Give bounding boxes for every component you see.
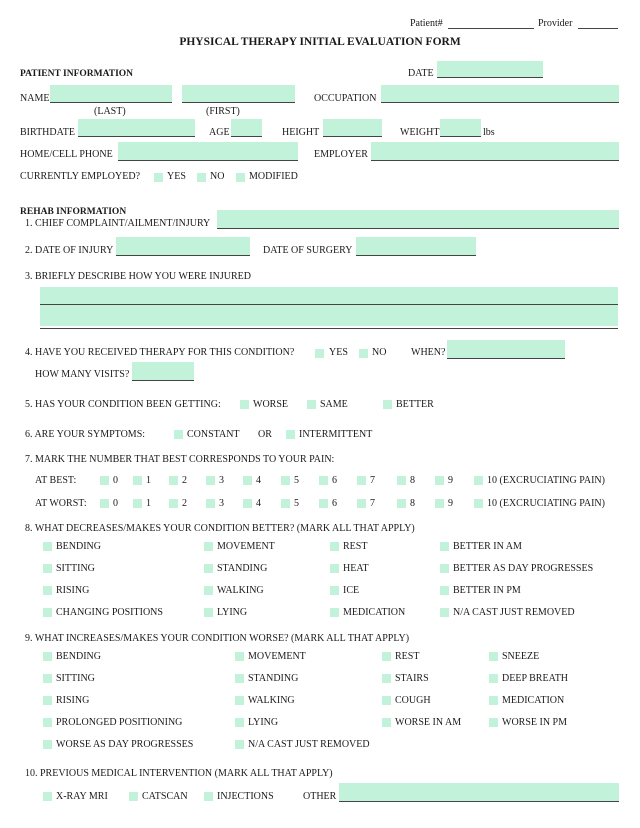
first-name-field[interactable] — [182, 85, 295, 103]
pain-worst-0-label: 0 — [113, 498, 118, 509]
employed-modified-checkbox[interactable] — [236, 173, 245, 182]
q8-option-11-label: BETTER IN PM — [453, 585, 521, 596]
q8-option-13-checkbox[interactable] — [204, 608, 213, 617]
pain-worst-label: AT WORST: — [35, 498, 87, 509]
employed-no-checkbox[interactable] — [197, 173, 206, 182]
pain-best-0-label: 0 — [113, 475, 118, 486]
condition-same-checkbox[interactable] — [307, 400, 316, 409]
q8-option-7-label: BETTER AS DAY PROGRESSES — [453, 563, 594, 574]
q9-option-1-label: MOVEMENT — [248, 651, 306, 662]
q8-option-5-checkbox[interactable] — [204, 564, 213, 573]
q8-option-6-label: HEAT — [343, 563, 369, 574]
phone-label: HOME/CELL PHONE — [20, 149, 113, 160]
first-caption: (FIRST) — [206, 106, 240, 117]
q8-option-14-checkbox[interactable] — [330, 608, 339, 617]
phone-field[interactable] — [118, 142, 298, 161]
symptoms-intermittent-checkbox[interactable] — [286, 430, 295, 439]
chief-complaint-field[interactable] — [217, 210, 619, 229]
q8-option-14-label: MEDICATION — [343, 607, 406, 618]
q2-surgery-label: DATE OF SURGERY — [263, 245, 353, 256]
pain-worst-5-label: 5 — [294, 498, 299, 509]
other-field[interactable] — [339, 783, 619, 802]
pain-worst-4-label: 4 — [256, 498, 261, 509]
when-label: WHEN? — [411, 347, 446, 358]
q8-option-10-checkbox[interactable] — [330, 586, 339, 595]
q9-option-0-label: BENDING — [56, 651, 101, 662]
q8-option-7-checkbox[interactable] — [440, 564, 449, 573]
last-caption: (LAST) — [94, 106, 126, 117]
q9-option-4-checkbox[interactable] — [43, 674, 52, 683]
pain-worst-8-label: 8 — [410, 498, 415, 509]
pain-worst-1-checkbox[interactable] — [133, 499, 142, 508]
q9-option-4-label: SITTING — [56, 673, 95, 684]
q8-option-15-checkbox[interactable] — [440, 608, 449, 617]
q9-option-16-label: WORSE AS DAY PROGRESSES — [56, 739, 194, 750]
age-field[interactable] — [231, 119, 262, 137]
pain-best-6-label: 6 — [332, 475, 337, 486]
therapy-yes-checkbox[interactable] — [315, 349, 324, 358]
when-field[interactable] — [447, 340, 565, 359]
q9-option-9-checkbox[interactable] — [235, 696, 244, 705]
date-of-surgery-field[interactable] — [356, 237, 476, 256]
q8-option-8-checkbox[interactable] — [43, 586, 52, 595]
pain-best-3-checkbox[interactable] — [206, 476, 215, 485]
condition-worse-label: WORSE — [253, 399, 288, 410]
provider-label: Provider — [538, 18, 573, 29]
q8-option-2-checkbox[interactable] — [330, 542, 339, 551]
pain-worst-3-label: 3 — [219, 498, 224, 509]
q9-option-2-label: REST — [395, 651, 420, 662]
therapy-no-label: NO — [372, 347, 387, 358]
pain-best-6-checkbox[interactable] — [319, 476, 328, 485]
q8-option-2-label: REST — [343, 541, 368, 552]
q3-label: 3. BRIEFLY DESCRIBE HOW YOU WERE INJURED — [25, 271, 251, 282]
pain-best-8-checkbox[interactable] — [397, 476, 406, 485]
lbs-label: lbs — [483, 127, 495, 138]
q9-option-11-label: MEDICATION — [502, 695, 565, 706]
q8-option-11-checkbox[interactable] — [440, 586, 449, 595]
pain-best-2-checkbox[interactable] — [169, 476, 178, 485]
q8-option-5-label: STANDING — [217, 563, 268, 574]
q9-option-8-label: RISING — [56, 695, 90, 706]
pain-best-1-checkbox[interactable] — [133, 476, 142, 485]
symptoms-intermittent-label: INTERMITTENT — [299, 429, 373, 440]
q8-label: 8. WHAT DECREASES/MAKES YOUR CONDITION BETTER? (MARK ALL THAT APPLY) — [25, 523, 415, 534]
weight-field[interactable] — [440, 119, 481, 137]
pain-best-1-label: 1 — [146, 475, 151, 486]
q10-option-2-label: INJECTIONS — [217, 791, 274, 802]
q8-option-6-checkbox[interactable] — [330, 564, 339, 573]
q9-option-15-label: WORSE IN PM — [502, 717, 568, 728]
pain-worst-1-label: 1 — [146, 498, 151, 509]
therapy-no-checkbox[interactable] — [359, 349, 368, 358]
q9-option-13-checkbox[interactable] — [235, 718, 244, 727]
q9-option-0-checkbox[interactable] — [43, 652, 52, 661]
occupation-label: OCCUPATION — [314, 93, 377, 104]
visits-label: HOW MANY VISITS? — [35, 369, 130, 380]
q9-option-3-checkbox[interactable] — [489, 652, 498, 661]
q9-option-10-label: COUGH — [395, 695, 431, 706]
q8-option-1-label: MOVEMENT — [217, 541, 275, 552]
q9-option-16-checkbox[interactable] — [43, 740, 52, 749]
height-label: HEIGHT — [282, 127, 320, 138]
birthdate-field[interactable] — [78, 119, 195, 137]
q8-option-12-checkbox[interactable] — [43, 608, 52, 617]
employed-yes-checkbox[interactable] — [154, 173, 163, 182]
rehab-heading: REHAB INFORMATION — [20, 207, 127, 217]
q10-option-1-label: CATSCAN — [142, 791, 188, 802]
other-label: OTHER — [303, 791, 337, 802]
q9-option-9-label: WALKING — [248, 695, 295, 706]
pain-best-3-label: 3 — [219, 475, 224, 486]
pain-best-4-checkbox[interactable] — [243, 476, 252, 485]
q10-option-0-label: X-RAY MRI — [56, 791, 108, 802]
q9-option-12-checkbox[interactable] — [43, 718, 52, 727]
q9-option-14-label: WORSE IN AM — [395, 717, 462, 728]
pain-best-9-label: 9 — [448, 475, 453, 486]
employed-modified-label: MODIFIED — [249, 171, 298, 182]
q9-option-3-label: SNEEZE — [502, 651, 540, 662]
q4-label: 4. HAVE YOU RECEIVED THERAPY FOR THIS CONDITION? — [25, 347, 295, 358]
q8-option-13-label: LYING — [217, 607, 248, 618]
q9-label: 9. WHAT INCREASES/MAKES YOUR CONDITION WORSE? (MARK ALL THAT APPLY) — [25, 633, 410, 644]
pain-worst-7-checkbox[interactable] — [357, 499, 366, 508]
description-line-1 — [40, 304, 618, 305]
pain-worst-9-label: 9 — [448, 498, 453, 509]
condition-better-label: BETTER — [396, 399, 434, 410]
q9-option-13-label: LYING — [248, 717, 279, 728]
q8-option-4-checkbox[interactable] — [43, 564, 52, 573]
date-of-injury-field[interactable] — [116, 237, 250, 256]
description-line-2 — [40, 328, 618, 329]
pain-worst-8-checkbox[interactable] — [397, 499, 406, 508]
q5-label: 5. HAS YOUR CONDITION BEEN GETTING: — [25, 399, 221, 410]
q9-option-12-label: PROLONGED POSITIONING — [56, 717, 183, 728]
pain-best-4-label: 4 — [256, 475, 261, 486]
pain-worst-4-checkbox[interactable] — [243, 499, 252, 508]
pain-best-label: AT BEST: — [35, 475, 77, 486]
pain-worst-7-label: 7 — [370, 498, 375, 509]
pain-worst-5-checkbox[interactable] — [281, 499, 290, 508]
q10-option-2-checkbox[interactable] — [204, 792, 213, 801]
q8-option-0-checkbox[interactable] — [43, 542, 52, 551]
pain-worst-2-label: 2 — [182, 498, 187, 509]
name-label: NAME — [20, 93, 50, 104]
provider-field[interactable] — [578, 28, 618, 29]
q9-option-14-checkbox[interactable] — [382, 718, 391, 727]
q8-option-9-checkbox[interactable] — [204, 586, 213, 595]
employer-label: EMPLOYER — [314, 149, 368, 160]
pain-worst-10-checkbox[interactable] — [474, 499, 483, 508]
pain-worst-6-label: 6 — [332, 498, 337, 509]
q2-injury-label: 2. DATE OF INJURY — [25, 245, 114, 256]
q9-option-7-label: DEEP BREATH — [502, 673, 569, 684]
q6-label: 6. ARE YOUR SYMPTOMS: — [25, 429, 146, 440]
q7-label: 7. MARK THE NUMBER THAT BEST CORRESPONDS TO YOUR PAIN: — [25, 454, 335, 465]
pain-best-10-label: 10 (EXCRUCIATING PAIN) — [487, 475, 605, 486]
q8-option-1-checkbox[interactable] — [204, 542, 213, 551]
age-label: AGE — [209, 127, 230, 138]
pain-best-7-label: 7 — [370, 475, 375, 486]
q9-option-17-checkbox[interactable] — [235, 740, 244, 749]
employed-yes-label: YES — [167, 171, 186, 182]
condition-same-label: SAME — [320, 399, 348, 410]
patient-number-field[interactable] — [448, 28, 534, 29]
q8-option-15-label: N/A CAST JUST REMOVED — [453, 607, 575, 618]
form-title: PHYSICAL THERAPY INITIAL EVALUATION FORM — [179, 36, 461, 48]
q8-option-8-label: RISING — [56, 585, 90, 596]
pain-worst-2-checkbox[interactable] — [169, 499, 178, 508]
date-label: DATE — [408, 68, 434, 79]
q9-option-15-checkbox[interactable] — [489, 718, 498, 727]
q9-option-2-checkbox[interactable] — [382, 652, 391, 661]
pain-worst-10-label: 10 (EXCRUCIATING PAIN) — [487, 498, 605, 509]
employed-no-label: NO — [210, 171, 225, 182]
patient-info-heading: PATIENT INFORMATION — [20, 69, 134, 79]
employer-field[interactable] — [371, 142, 619, 161]
q9-option-1-checkbox[interactable] — [235, 652, 244, 661]
pain-best-0-checkbox[interactable] — [100, 476, 109, 485]
date-field[interactable] — [437, 61, 543, 78]
q9-option-7-checkbox[interactable] — [489, 674, 498, 683]
pain-best-7-checkbox[interactable] — [357, 476, 366, 485]
pain-best-5-label: 5 — [294, 475, 299, 486]
pain-worst-0-checkbox[interactable] — [100, 499, 109, 508]
symptoms-or-label: OR — [258, 429, 272, 440]
birthdate-label: BIRTHDATE — [20, 127, 75, 138]
q1-label: 1. CHIEF COMPLAINT/AILMENT/INJURY — [25, 218, 211, 229]
weight-label: WEIGHT — [400, 127, 440, 138]
height-field[interactable] — [323, 119, 382, 137]
symptoms-constant-checkbox[interactable] — [174, 430, 183, 439]
pain-best-8-label: 8 — [410, 475, 415, 486]
q9-option-17-label: N/A CAST JUST REMOVED — [248, 739, 370, 750]
last-name-field[interactable] — [50, 85, 172, 103]
q8-option-4-label: SITTING — [56, 563, 95, 574]
condition-better-checkbox[interactable] — [383, 400, 392, 409]
q8-option-10-label: ICE — [343, 585, 360, 596]
q9-option-8-checkbox[interactable] — [43, 696, 52, 705]
q8-option-12-label: CHANGING POSITIONS — [56, 607, 163, 618]
q10-label: 10. PREVIOUS MEDICAL INTERVENTION (MARK ALL THAT APPLY) — [25, 768, 333, 779]
condition-worse-checkbox[interactable] — [240, 400, 249, 409]
pain-worst-6-checkbox[interactable] — [319, 499, 328, 508]
q10-option-1-checkbox[interactable] — [129, 792, 138, 801]
visits-field[interactable] — [132, 362, 194, 381]
employed-label: CURRENTLY EMPLOYED? — [20, 171, 141, 182]
therapy-yes-label: YES — [329, 347, 348, 358]
pain-worst-3-checkbox[interactable] — [206, 499, 215, 508]
q10-option-0-checkbox[interactable] — [43, 792, 52, 801]
pain-worst-9-checkbox[interactable] — [435, 499, 444, 508]
injury-description-field[interactable] — [40, 287, 618, 326]
pain-best-10-checkbox[interactable] — [474, 476, 483, 485]
symptoms-constant-label: CONSTANT — [187, 429, 240, 440]
q9-option-5-checkbox[interactable] — [235, 674, 244, 683]
q9-option-10-checkbox[interactable] — [382, 696, 391, 705]
q8-option-3-checkbox[interactable] — [440, 542, 449, 551]
pain-best-5-checkbox[interactable] — [281, 476, 290, 485]
pain-best-2-label: 2 — [182, 475, 187, 486]
pain-best-9-checkbox[interactable] — [435, 476, 444, 485]
occupation-field[interactable] — [381, 85, 619, 103]
q9-option-5-label: STANDING — [248, 673, 299, 684]
q8-option-0-label: BENDING — [56, 541, 101, 552]
q9-option-11-checkbox[interactable] — [489, 696, 498, 705]
q9-option-6-checkbox[interactable] — [382, 674, 391, 683]
q8-option-9-label: WALKING — [217, 585, 264, 596]
patient-number-label: Patient# — [410, 18, 443, 29]
q9-option-6-label: STAIRS — [395, 673, 429, 684]
q8-option-3-label: BETTER IN AM — [453, 541, 522, 552]
